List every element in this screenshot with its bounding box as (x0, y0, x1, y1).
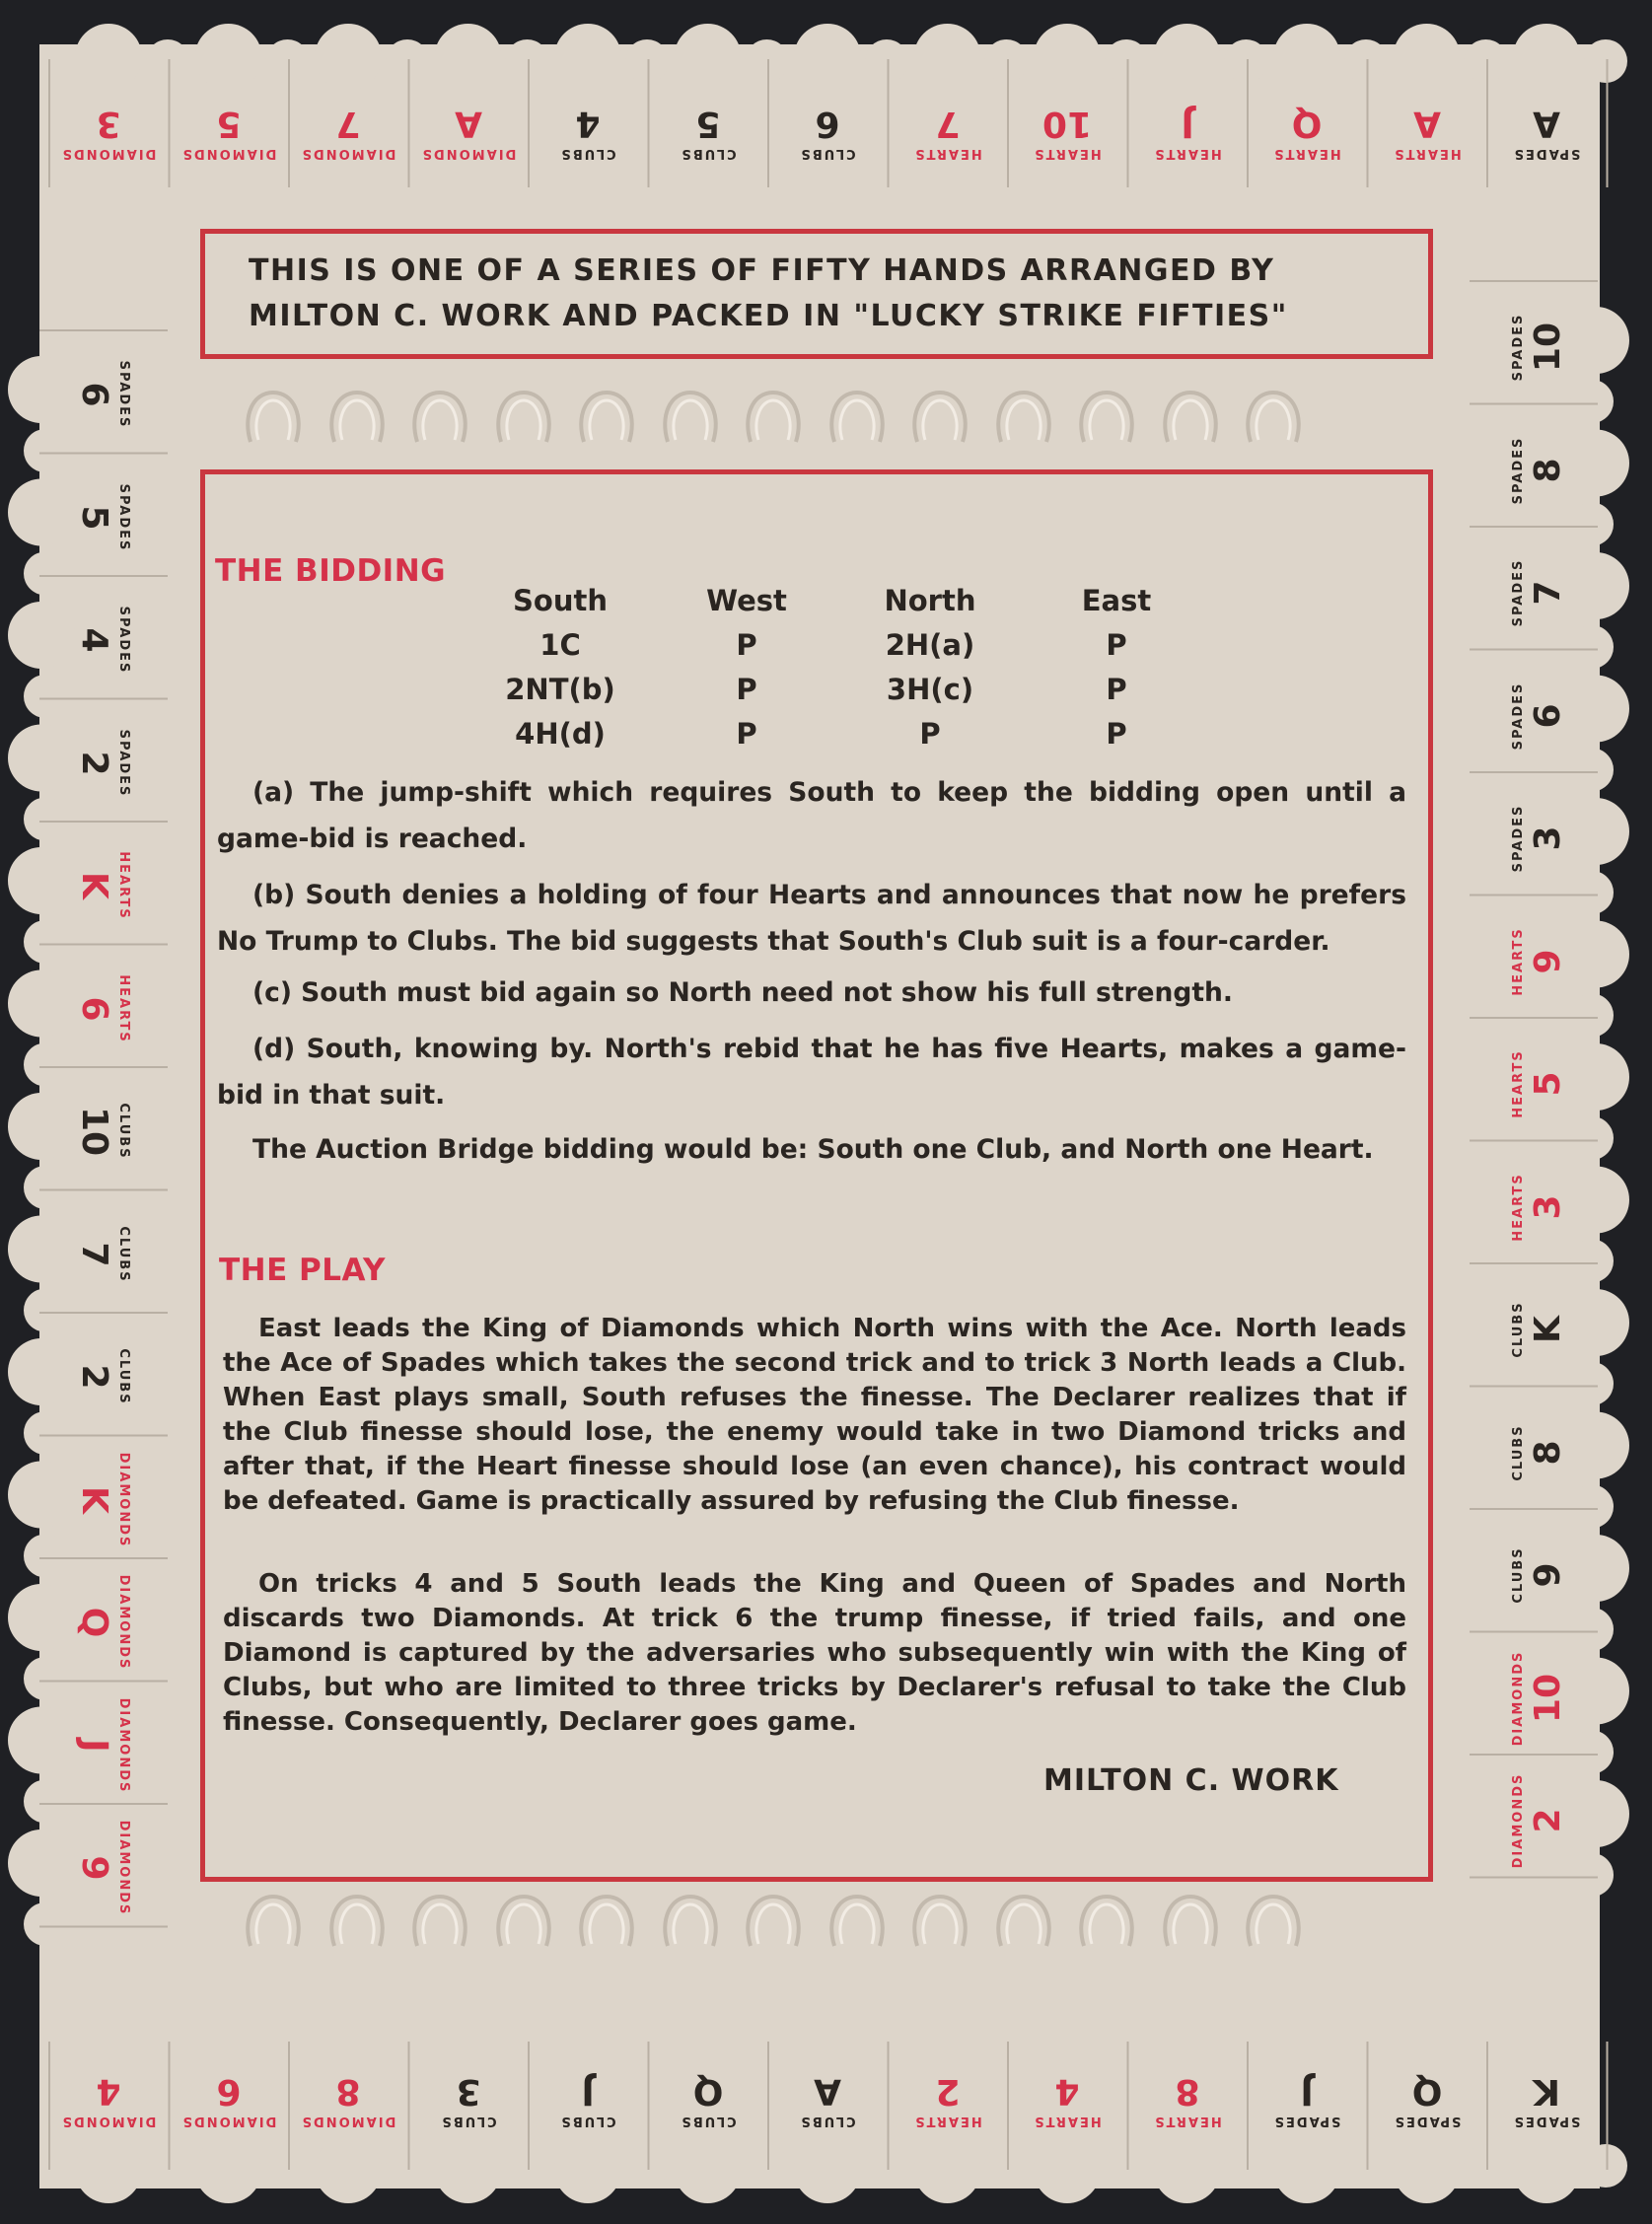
punch-hole (405, 387, 474, 452)
tab-rank: 4 (1054, 2071, 1080, 2113)
card-tab-bottom (773, 2046, 882, 2155)
tab-rank: 6 (74, 995, 115, 1022)
bidding-header-south: South (513, 584, 608, 617)
bid-cell: P (919, 717, 941, 751)
tab-suit: CLUBS (679, 146, 737, 162)
auction-bridge-note: The Auction Bridge bidding would be: South one Club, and North one Heart. (252, 1134, 1374, 1165)
card-tab-top (1253, 79, 1361, 187)
tab-suit: SPADES (116, 729, 132, 797)
punch-hole (405, 1891, 474, 1956)
tab-suit: CLUBS (679, 2114, 737, 2129)
tab-rank: J (1180, 104, 1194, 145)
tab-rank: K (1527, 1316, 1568, 1343)
header-line-1: THIS IS ONE OF A SERIES OF FIFTY HANDS ARRANGED BY (249, 253, 1275, 288)
tab-suit: SPADES (1393, 2114, 1461, 2129)
punch-hole (1072, 387, 1141, 452)
card-tab-left (49, 340, 158, 449)
card-tab-bottom (1253, 2046, 1361, 2155)
bid-cell: P (736, 673, 757, 706)
tab-suit: SPADES (1510, 558, 1526, 627)
card-tab-left (49, 1446, 158, 1554)
card-tab-bottom (1492, 2046, 1601, 2155)
tab-rank: 2 (74, 1364, 115, 1390)
card-tab-right (1484, 293, 1593, 401)
punch-hole (1239, 1891, 1308, 1956)
tab-rank: 7 (335, 104, 361, 145)
header-line-2: MILTON C. WORK AND PACKED IN "LUCKY STRIKE FIFTIES" (249, 299, 1288, 333)
tab-rank: 8 (1527, 1439, 1568, 1466)
punch-hole (1239, 387, 1308, 452)
card-tab-left (49, 464, 158, 572)
tab-rank: 6 (1527, 702, 1568, 729)
punch-hole (239, 1891, 308, 1956)
tab-suit: SPADES (1272, 2114, 1341, 2129)
tab-rank: 5 (74, 504, 115, 531)
tab-rank: J (581, 2071, 595, 2113)
punch-hole (823, 1891, 892, 1956)
tab-rank: 4 (96, 2071, 121, 2113)
card-tab-bottom (414, 2046, 523, 2155)
tab-suit: HEARTS (1392, 146, 1462, 162)
tab-rank: 9 (1527, 948, 1568, 974)
tab-rank: 7 (934, 104, 961, 145)
tab-suit: DIAMONDS (1510, 1772, 1526, 1869)
card-tab-top (534, 79, 642, 187)
punch-hole (572, 387, 641, 452)
tab-suit: CLUBS (1510, 1546, 1526, 1604)
card-tab-bottom (294, 2046, 402, 2155)
tab-suit: SPADES (1510, 313, 1526, 382)
tab-rank: A (1412, 104, 1441, 145)
card-tab-left (49, 1077, 158, 1185)
tab-suit: CLUBS (1510, 1423, 1526, 1481)
card-tab-right (1484, 1030, 1593, 1138)
tab-suit: HEARTS (1033, 2114, 1102, 2129)
tab-rank: 10 (1527, 322, 1568, 373)
tab-suit: SPADES (1512, 2114, 1581, 2129)
bidding-note-b: (b) South denies a holding of four Hearts and announces that now he prefers No Trump to Clubs. The bid suggests that South's Club suit is a four-carder. (217, 880, 1406, 957)
tab-suit: DIAMONDS (116, 1574, 132, 1671)
card-tab-right (1484, 1275, 1593, 1384)
bid-cell: 1C (539, 628, 581, 662)
tab-suit: HEARTS (1272, 146, 1341, 162)
play-title: THE PLAY (219, 1253, 387, 1288)
tab-rank: 4 (74, 627, 115, 653)
card-tab-bottom (1373, 2046, 1481, 2155)
punch-hole (572, 1891, 641, 1956)
tab-rank: Q (74, 1607, 115, 1638)
punch-hole (739, 387, 808, 452)
tab-suit: CLUBS (116, 1103, 132, 1160)
tab-suit: DIAMONDS (116, 1452, 132, 1547)
bidding-header-north: North (884, 584, 976, 617)
tab-rank: K (74, 1485, 115, 1514)
tab-rank: 3 (455, 2071, 481, 2113)
tab-rank: 10 (74, 1106, 115, 1157)
tab-rank: 6 (815, 104, 840, 145)
card-tab-left (49, 1814, 158, 1922)
card-tab-right (1484, 907, 1593, 1016)
tab-suit: SPADES (1510, 436, 1526, 504)
bid-cell: P (1106, 628, 1127, 662)
tab-suit: HEARTS (116, 973, 132, 1043)
tab-rank: A (814, 2071, 841, 2113)
card-tab-right (1484, 784, 1593, 893)
punch-hole (905, 1891, 974, 1956)
tab-rank: 8 (335, 2071, 361, 2113)
card-tab-right (1484, 1521, 1593, 1629)
card-tab-left (49, 1568, 158, 1677)
tab-rank: J (74, 1738, 115, 1753)
tab-suit: CLUBS (559, 2114, 616, 2129)
card-tab-right (1484, 538, 1593, 647)
bid-cell: 3H(c) (886, 673, 974, 706)
tab-rank: A (1533, 104, 1560, 145)
bid-cell: 2NT(b) (505, 673, 615, 706)
tab-rank: 9 (1527, 1562, 1568, 1588)
tab-rank: 6 (74, 382, 115, 407)
punch-hole (823, 387, 892, 452)
tab-rank: Q (692, 2071, 723, 2113)
tab-rank: 2 (74, 750, 115, 776)
card-tab-top (414, 79, 523, 187)
card-tab-left (49, 955, 158, 1063)
bid-cell: P (1106, 717, 1127, 751)
tab-rank: J (1300, 2071, 1314, 2113)
tab-suit: DIAMONDS (1510, 1650, 1526, 1746)
tab-suit: SPADES (116, 606, 132, 675)
card-tab-top (54, 79, 163, 187)
bid-cell: P (736, 717, 757, 751)
punch-hole (323, 387, 392, 452)
tab-rank: 7 (74, 1241, 115, 1267)
card-tab-left (49, 1200, 158, 1309)
card-tab-bottom (1133, 2046, 1242, 2155)
card-tab-left (49, 1323, 158, 1431)
card-tab-top (1492, 79, 1601, 187)
tab-suit: HEARTS (1033, 146, 1102, 162)
tab-rank: 2 (1527, 1808, 1568, 1833)
card-tab-top (773, 79, 882, 187)
bidding-note-a: (a) The jump-shift which requires South to keep the bidding open until a game-bid is reached. (217, 777, 1406, 854)
tab-suit: DIAMONDS (180, 2114, 276, 2129)
tab-suit: DIAMONDS (180, 146, 276, 162)
tab-suit: CLUBS (116, 1348, 132, 1405)
card-tab-bottom (654, 2046, 762, 2155)
card-tab-top (294, 79, 402, 187)
card-tab-right (1484, 416, 1593, 525)
tab-rank: 7 (1527, 580, 1568, 606)
card-tab-bottom (175, 2046, 283, 2155)
tab-suit: DIAMONDS (60, 2114, 157, 2129)
tab-rank: 4 (575, 104, 601, 145)
tab-suit: HEARTS (1152, 146, 1222, 162)
card-tab-left (49, 831, 158, 940)
tab-suit: HEARTS (912, 146, 982, 162)
tab-rank: 2 (934, 2071, 961, 2113)
tab-rank: K (74, 872, 115, 899)
punch-hole (239, 387, 308, 452)
card-tab-top (175, 79, 283, 187)
tab-rank: 3 (1527, 1193, 1568, 1220)
bid-cell: 4H(d) (515, 717, 606, 751)
bidding-header-east: East (1081, 584, 1152, 617)
tab-suit: DIAMONDS (116, 1820, 132, 1916)
header-box (200, 229, 1433, 359)
tab-rank: K (1533, 2071, 1560, 2113)
tab-suit: DIAMONDS (116, 1697, 132, 1793)
card-tab-bottom (534, 2046, 642, 2155)
bidding-header-west: West (706, 584, 787, 617)
tab-suit: SPADES (1512, 146, 1581, 162)
tab-suit: HEARTS (1510, 926, 1526, 996)
punch-hole (905, 387, 974, 452)
signature: MILTON C. WORK (1043, 1763, 1339, 1798)
tab-rank: 6 (215, 2071, 242, 2113)
card-tab-bottom (894, 2046, 1002, 2155)
card-tab-right (1484, 1766, 1593, 1875)
card-tab-top (654, 79, 762, 187)
tab-rank: 10 (1527, 1673, 1568, 1723)
punch-hole (656, 1891, 725, 1956)
card-tab-left (49, 1691, 158, 1800)
tab-rank: 3 (96, 104, 121, 145)
card-tab-right (1484, 1399, 1593, 1507)
card-tab-right (1484, 1153, 1593, 1261)
tab-suit: DIAMONDS (300, 146, 396, 162)
punch-hole (1072, 1891, 1141, 1956)
tab-rank: 8 (1527, 457, 1568, 483)
card-tab-top (1373, 79, 1481, 187)
card-tab-right (1484, 662, 1593, 770)
tab-rank: 5 (215, 104, 242, 145)
tab-suit: HEARTS (912, 2114, 982, 2129)
play-paragraph-1: East leads the King of Diamonds which North wins with the Ace. North leads the Ace of Spades which takes the second trick and to trick 3 North leads a Club. When East plays small, South refuses the finesse. The Declarer realizes that if the Club finesse should lose, the enemy would take in two Diamond tricks and after that, if the Heart finesse should lose (an even chance), his contract would be defeated. Game is practically assured by refusing the Club finesse. (223, 1314, 1406, 1516)
punch-hole (739, 1891, 808, 1956)
tab-rank: Q (1291, 104, 1323, 145)
play-paragraph-2: On tricks 4 and 5 South leads the King and Queen of Spades and North discards two Diamonds. At trick 6 the trump finesse, if tried fails, and one Diamond is captured by the adversaries who subsequently win with the King of Clubs, but who are limited to three tricks by Declarer's refusal to take the Club finesse. Consequently, Declarer goes game. (223, 1569, 1406, 1737)
punch-hole (489, 387, 558, 452)
tab-rank: 9 (74, 1855, 115, 1881)
tab-suit: CLUBS (799, 146, 856, 162)
tab-rank: 3 (1527, 825, 1568, 851)
card-tab-right (1484, 1644, 1593, 1753)
card-tab-bottom (1013, 2046, 1121, 2155)
tab-suit: SPADES (116, 360, 132, 429)
tab-suit: DIAMONDS (420, 146, 516, 162)
tab-rank: 5 (694, 104, 721, 145)
tab-rank: Q (1411, 2071, 1442, 2113)
tab-suit: HEARTS (1152, 2114, 1222, 2129)
tab-suit: CLUBS (116, 1225, 132, 1283)
card-tab-top (1013, 79, 1121, 187)
tab-rank: A (454, 104, 482, 145)
card-tab-left (49, 586, 158, 694)
punch-hole (656, 387, 725, 452)
tab-suit: CLUBS (799, 2114, 856, 2129)
bid-cell: 2H(a) (885, 628, 975, 662)
tab-suit: CLUBS (559, 146, 616, 162)
punch-hole (1156, 387, 1225, 452)
punch-hole (989, 387, 1058, 452)
tab-suit: HEARTS (116, 851, 132, 920)
card-tab-left (49, 709, 158, 818)
punch-hole (323, 1891, 392, 1956)
punch-hole (989, 1891, 1058, 1956)
punch-hole (1156, 1891, 1225, 1956)
bid-cell: P (1106, 673, 1127, 706)
tab-suit: CLUBS (439, 2114, 497, 2129)
card-tab-top (894, 79, 1002, 187)
punch-hole (489, 1891, 558, 1956)
bidding-note-c: (c) South must bid again so North need not show his full strength. (252, 977, 1233, 1008)
tab-suit: SPADES (116, 483, 132, 551)
tab-suit: HEARTS (1510, 1172, 1526, 1242)
card-tab-top (1133, 79, 1242, 187)
tab-rank: 5 (1527, 1071, 1568, 1097)
tab-suit: CLUBS (1510, 1301, 1526, 1358)
tab-suit: HEARTS (1510, 1049, 1526, 1118)
tab-rank: 8 (1174, 2071, 1200, 2113)
tab-rank: 10 (1041, 104, 1093, 145)
tab-suit: SPADES (1510, 804, 1526, 873)
bidding-title: THE BIDDING (215, 553, 447, 589)
tab-suit: SPADES (1510, 682, 1526, 750)
bidding-note-d: (d) South, knowing by. North's rebid that he has five Hearts, makes a game-bid in that suit. (217, 1034, 1406, 1111)
card-tab-bottom (54, 2046, 163, 2155)
tab-suit: DIAMONDS (300, 2114, 396, 2129)
tab-suit: DIAMONDS (60, 146, 157, 162)
bid-cell: P (736, 628, 757, 662)
